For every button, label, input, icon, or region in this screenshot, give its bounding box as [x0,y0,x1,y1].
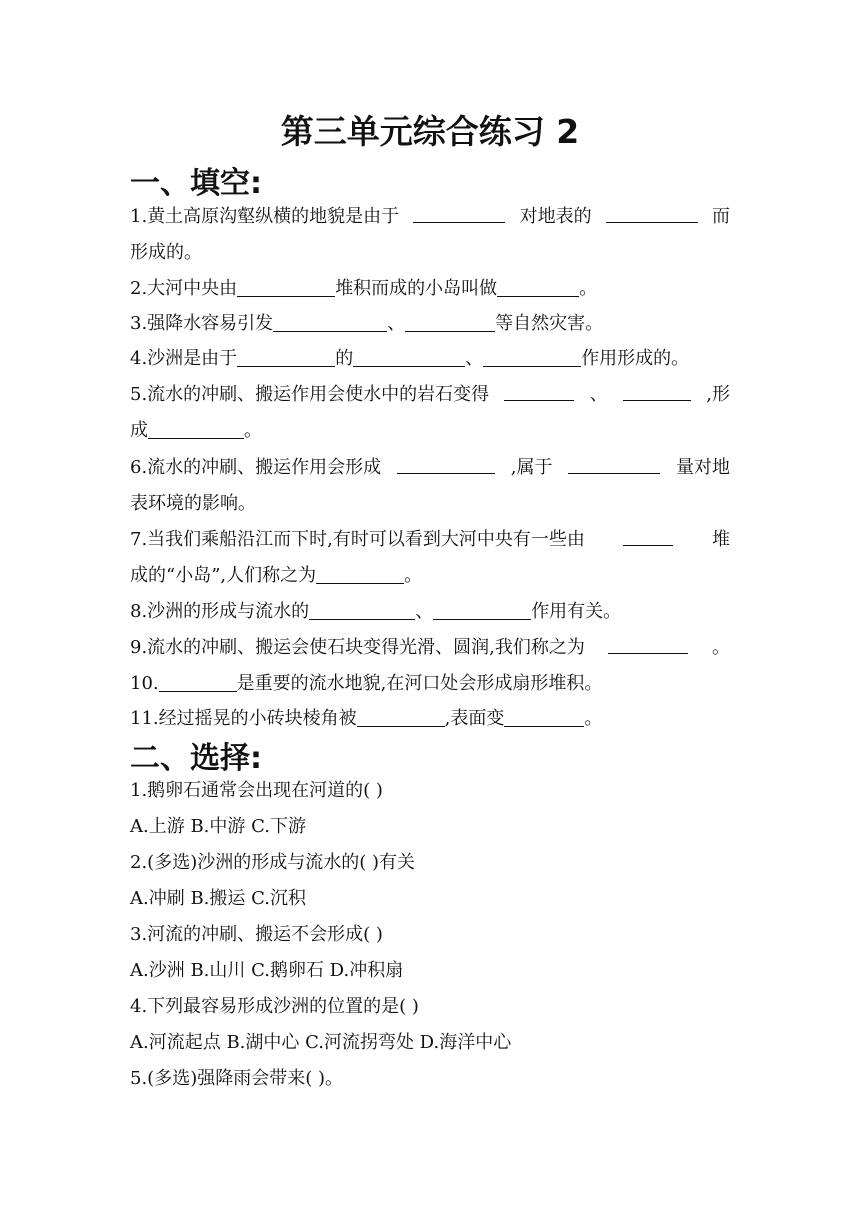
answer-blank[interactable] [413,204,505,223]
choice-question-1-options: A.上游 B.中游 C.下游 [130,816,306,837]
fill-question-6-text-a: 6.流水的冲刷、搬运作用会形成 [130,457,382,478]
answer-blank[interactable] [159,673,237,692]
answer-blank[interactable] [353,348,465,367]
fill-question-10-text-a: 10. [130,673,159,694]
fill-question-4 [130,346,730,372]
answer-blank[interactable] [504,382,574,401]
fill-question-2-text-c: 。 [579,278,598,299]
fill-question-7-cont [130,563,730,589]
fill-question-6-cont: 表环境的影响。 [130,493,256,514]
fill-question-10-text-b: 是重要的流水地貌,在河口处会形成扇形堆积。 [236,673,603,694]
fill-question-9-text-a: 9.流水的冲刷、搬运会使石块变得光滑、圆润,我们称之为 [130,637,585,658]
fill-question-2-text-a: 2.大河中央由 [130,278,238,299]
fill-question-11-text-a: 11.经过摇晃的小砖块棱角被 [130,708,357,729]
fill-question-11-text-b: ,表面变 [444,708,505,729]
answer-blank[interactable] [237,278,335,297]
answer-blank[interactable] [497,278,579,297]
fill-question-4-text-a: 4.沙洲是由于 [130,348,238,369]
fill-question-1 [130,204,730,230]
fill-question-3-text-b: 、 [387,313,406,334]
fill-question-7-text-b: 堆 [712,529,730,550]
answer-blank[interactable] [357,708,445,727]
answer-blank[interactable] [309,601,415,620]
fill-question-7 [130,527,730,553]
answer-blank[interactable] [405,313,495,332]
fill-question-3-text-c: 等自然灾害。 [495,313,604,334]
answer-blank[interactable] [237,348,335,367]
fill-question-3 [130,311,730,337]
fill-question-5-text-c: ,形 [706,384,730,405]
fill-question-11-text-c: 。 [584,708,603,729]
fill-question-5-text-e: 。 [244,420,262,441]
fill-question-7-text-d: 。 [404,565,423,586]
fill-question-4-text-d: 作用形成的。 [581,348,690,369]
choice-question-5: 5.(多选)强降雨会带来( )。 [130,1068,343,1089]
answer-blank[interactable] [606,204,698,223]
choice-question-4-options: A.河流起点 B.湖中心 C.河流拐弯处 D.海洋中心 [130,1032,512,1053]
fill-question-5 [130,382,730,408]
choice-question-2-options: A.冲刷 B.搬运 C.沉积 [130,888,306,909]
fill-question-5-text-b: 、 [589,384,608,405]
fill-question-3-text-a: 3.强降水容易引发 [130,313,274,334]
fill-question-11 [130,706,730,732]
section-choice-heading: 二、选择: [130,741,262,776]
answer-blank[interactable] [568,455,660,474]
fill-question-8-text-c: 作用有关。 [531,601,622,622]
fill-question-1-cont: 形成的。 [130,242,202,263]
fill-question-4-text-c: 、 [465,348,484,369]
page-title: 第三单元综合练习 2 [280,112,580,151]
fill-question-7-text-c: 成的“小岛”,人们称之为 [130,565,317,586]
fill-question-8-text-a: 8.沙洲的形成与流水的 [130,601,310,622]
answer-blank[interactable] [623,527,673,546]
fill-question-1-text-c: 而 [712,206,730,227]
answer-blank[interactable] [504,708,584,727]
answer-blank[interactable] [273,313,387,332]
choice-question-3-options: A.沙洲 B.山川 C.鹅卵石 D.冲积扇 [130,960,404,981]
fill-question-8 [130,599,730,625]
fill-question-1-text-a: 1.黄土高原沟壑纵横的地貌是由于 [130,206,400,227]
fill-question-10 [130,671,730,697]
fill-question-9-text-b: 。 [712,637,730,658]
answer-blank[interactable] [433,601,531,620]
fill-question-6-text-b: ,属于 [510,457,553,478]
answer-blank[interactable] [316,565,404,584]
fill-question-7-text-a: 7.当我们乘船沿江而下时,有时可以看到大河中央有一些由 [130,529,585,550]
answer-blank[interactable] [397,455,495,474]
fill-question-6-text-c: 量对地 [675,457,730,478]
fill-question-5-text-d: 成 [130,420,148,441]
fill-question-9 [130,635,730,661]
answer-blank[interactable] [623,382,691,401]
fill-question-5-text-a: 5.流水的冲刷、搬运作用会使水中的岩石变得 [130,384,490,405]
choice-question-2: 2.(多选)沙洲的形成与流水的( )有关 [130,852,415,873]
answer-blank[interactable] [148,420,244,439]
fill-question-4-text-b: 的 [335,348,354,369]
fill-question-2 [130,276,730,302]
choice-question-1: 1.鹅卵石通常会出现在河道的( ) [130,780,383,801]
fill-question-6 [130,455,730,481]
choice-question-4: 4.下列最容易形成沙洲的位置的是( ) [130,996,419,1017]
answer-blank[interactable] [483,348,581,367]
fill-question-5-cont [130,418,730,444]
answer-blank[interactable] [608,635,688,654]
choice-question-3: 3.河流的冲刷、搬运不会形成( ) [130,924,383,945]
fill-question-8-text-b: 、 [415,601,434,622]
fill-question-2-text-b: 堆积而成的小岛叫做 [335,278,498,299]
section-fill-blank-heading: 一、填空: [130,166,262,201]
fill-question-1-text-b: 对地表的 [519,206,592,227]
